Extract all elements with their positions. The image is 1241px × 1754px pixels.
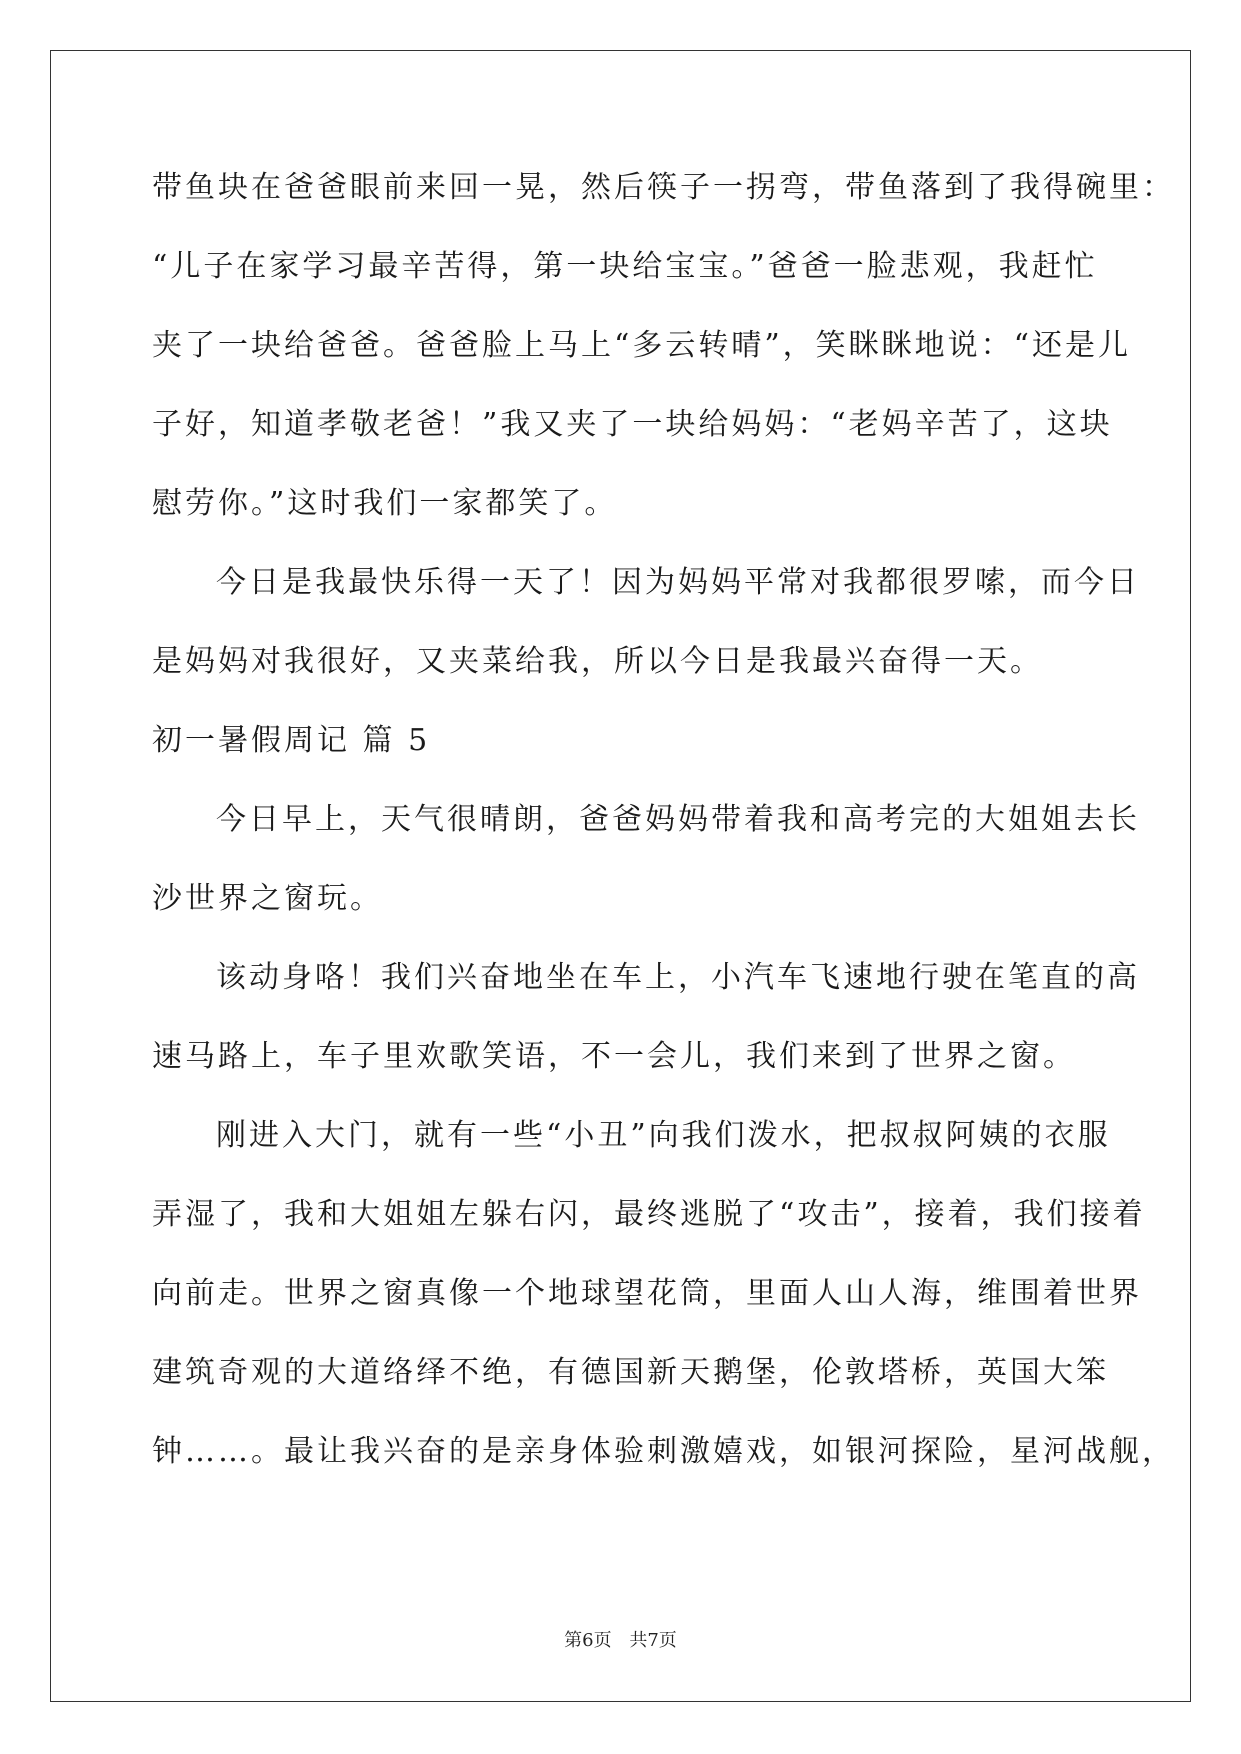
- text-line: 钟……。最让我兴奋的是亲身体验刺激嬉戏，如银河探险，星河战舰，: [152, 1434, 1175, 1469]
- text-line: 今日早上，天气很晴朗，爸爸妈妈带着我和高考完的大姐姐去长: [216, 802, 1140, 837]
- text-line: 该动身咯！我们兴奋地坐在车上，小汽车飞速地行驶在笔直的高: [216, 960, 1140, 995]
- current-page-number: 第6页: [564, 1630, 612, 1651]
- text-line: 带鱼块在爸爸眼前来回一晃，然后筷子一拐弯，带鱼落到了我得碗里：: [152, 170, 1175, 205]
- text-line: 沙世界之窗玩。: [152, 881, 383, 916]
- text-line: 子好，知道孝敬老爸！”我又夹了一块给妈妈：“老妈辛苦了，这块: [152, 407, 1113, 442]
- section-heading: 初一暑假周记 篇 5: [152, 723, 431, 758]
- text-line: 今日是我最快乐得一天了！因为妈妈平常对我都很罗嗦，而今日: [216, 565, 1140, 600]
- text-line: 弄湿了，我和大姐姐左躲右闪，最终逃脱了“攻击”，接着，我们接着: [152, 1197, 1146, 1232]
- text-line: 刚进入大门，就有一些“小丑”向我们泼水，把叔叔阿姨的衣服: [216, 1118, 1111, 1153]
- page-footer: [0, 1626, 1241, 1652]
- document-body: [152, 168, 1175, 1511]
- text-line: 慰劳你。”这时我们一家都笑了。: [152, 486, 618, 521]
- text-line: 是妈妈对我很好，又夹菜给我，所以今日是我最兴奋得一天。: [152, 644, 1043, 679]
- text-line: 建筑奇观的大道络绎不绝，有德国新天鹅堡，伦敦塔桥，英国大笨: [152, 1355, 1109, 1390]
- total-pages: 共7页: [629, 1630, 677, 1651]
- text-line: 夹了一块给爸爸。爸爸脸上马上“多云转晴”，笑眯眯地说：“还是儿: [152, 328, 1132, 363]
- text-line: “儿子在家学习最辛苦得，第一块给宝宝。”爸爸一脸悲观，我赶忙: [152, 249, 1098, 284]
- text-line: 速马路上，车子里欢歌笑语，不一会儿，我们来到了世界之窗。: [152, 1039, 1076, 1074]
- text-line: 向前走。世界之窗真像一个地球望花筒，里面人山人海，维围着世界: [152, 1276, 1142, 1311]
